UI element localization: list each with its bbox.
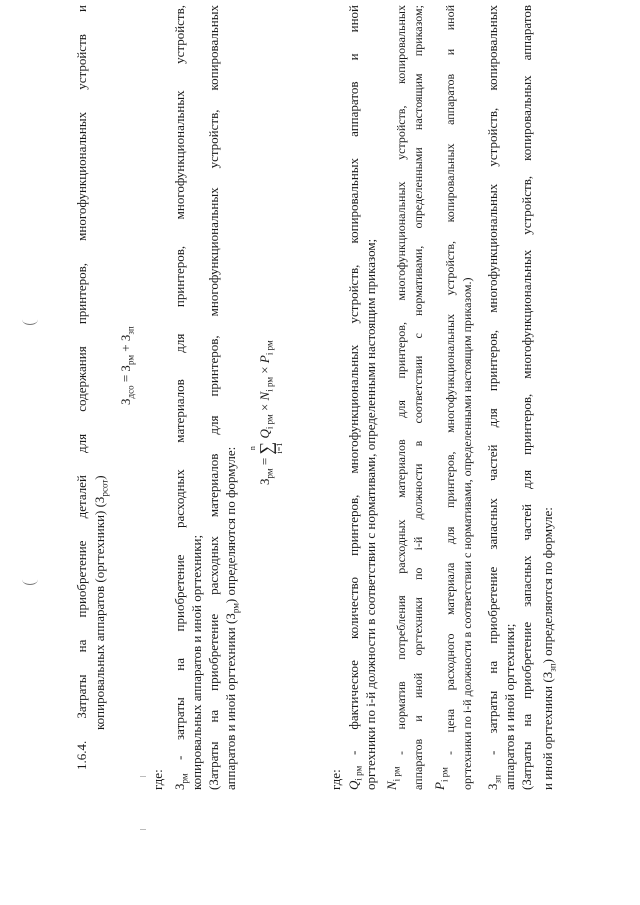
zp-line2: аппаратов и иной оргтехники; [502,623,517,790]
formula-total: $З_{дсо} = З_{рм} + З_{зп}$ [118,326,136,405]
q-line2: оргтехники по i-й должности в соответствии с нормативами, определенными настоящим приказом; [363,238,378,790]
where1-line4: аппаратов и иной оргтехники $(З_{рм})$ определяются по формуле: [223,446,241,790]
q-line1: - фактическое количество принтеров, многофункциональных устройств, копировальных аппаратов и иной [346,5,361,755]
scan-mark [22,574,38,585]
margin-tick [140,829,146,830]
where1-line3: (Затраты на приобретение расходных материалов для принтеров, многофункциональных устройств, копировальных [206,5,221,790]
term-p: $P_{i рм}$ [432,767,450,790]
n-line2: аппаратов и иной оргтехники по i-й должности в соответствии с нормативами, определенными настоящим приказом; [411,5,425,790]
where1-line2: копировальных аппаратов и иной оргтехники; [189,534,204,790]
n-line1: - норматив потребления расходных материалов для принтеров, многофункциональных устройств, копировальных [394,5,408,755]
section-heading: 1.6.4. Затраты на приобретение деталей для содержания принтеров, многофункциональных устройств и [74,5,89,770]
zp-line3: (Затраты на приобретение запасных частей для принтеров, многофункциональных устройств, копировальных аппаратов [519,5,534,790]
term-dash: - [172,755,187,760]
zp-line1: - затраты на приобретение запасных частей для принтеров, многофункциональных устройств, копировальных [485,5,500,755]
term-q: $Q_{i рм}$ [346,765,364,790]
where-label: где: [328,769,343,790]
margin-tick [140,776,146,777]
term-zp: $З_{зп}$ [485,775,503,790]
p-line2: оргтехники по i-й должности в соответствии с нормативами, определенными настоящим приказом.) [460,277,474,790]
where-label: где: [150,769,165,790]
scan-mark [22,314,38,325]
p-line1: - цена расходного материала для принтеров, многофункциональных устройств, копировальных аппаратов и иной [443,5,457,755]
term-zrm: $З_{рм}$ [172,773,190,790]
section-heading-cont: копировальных аппаратов (оргтехники) $(З_{рсот})$ [92,475,110,730]
formula-consumables: $З_{рм}$ = n ∑ i=1 $Q_{i рм} \times N_{i рм} \times P_{i рм}$ [248,340,284,485]
term-n: $N_{i рм}$ [384,766,402,790]
where1-line1: затраты на приобретение расходных материалов для принтеров, многофункциональных устройств, [172,5,187,740]
zp-line4: и иной оргтехники $(З_{зп})$ определяются по формуле: [540,507,558,790]
